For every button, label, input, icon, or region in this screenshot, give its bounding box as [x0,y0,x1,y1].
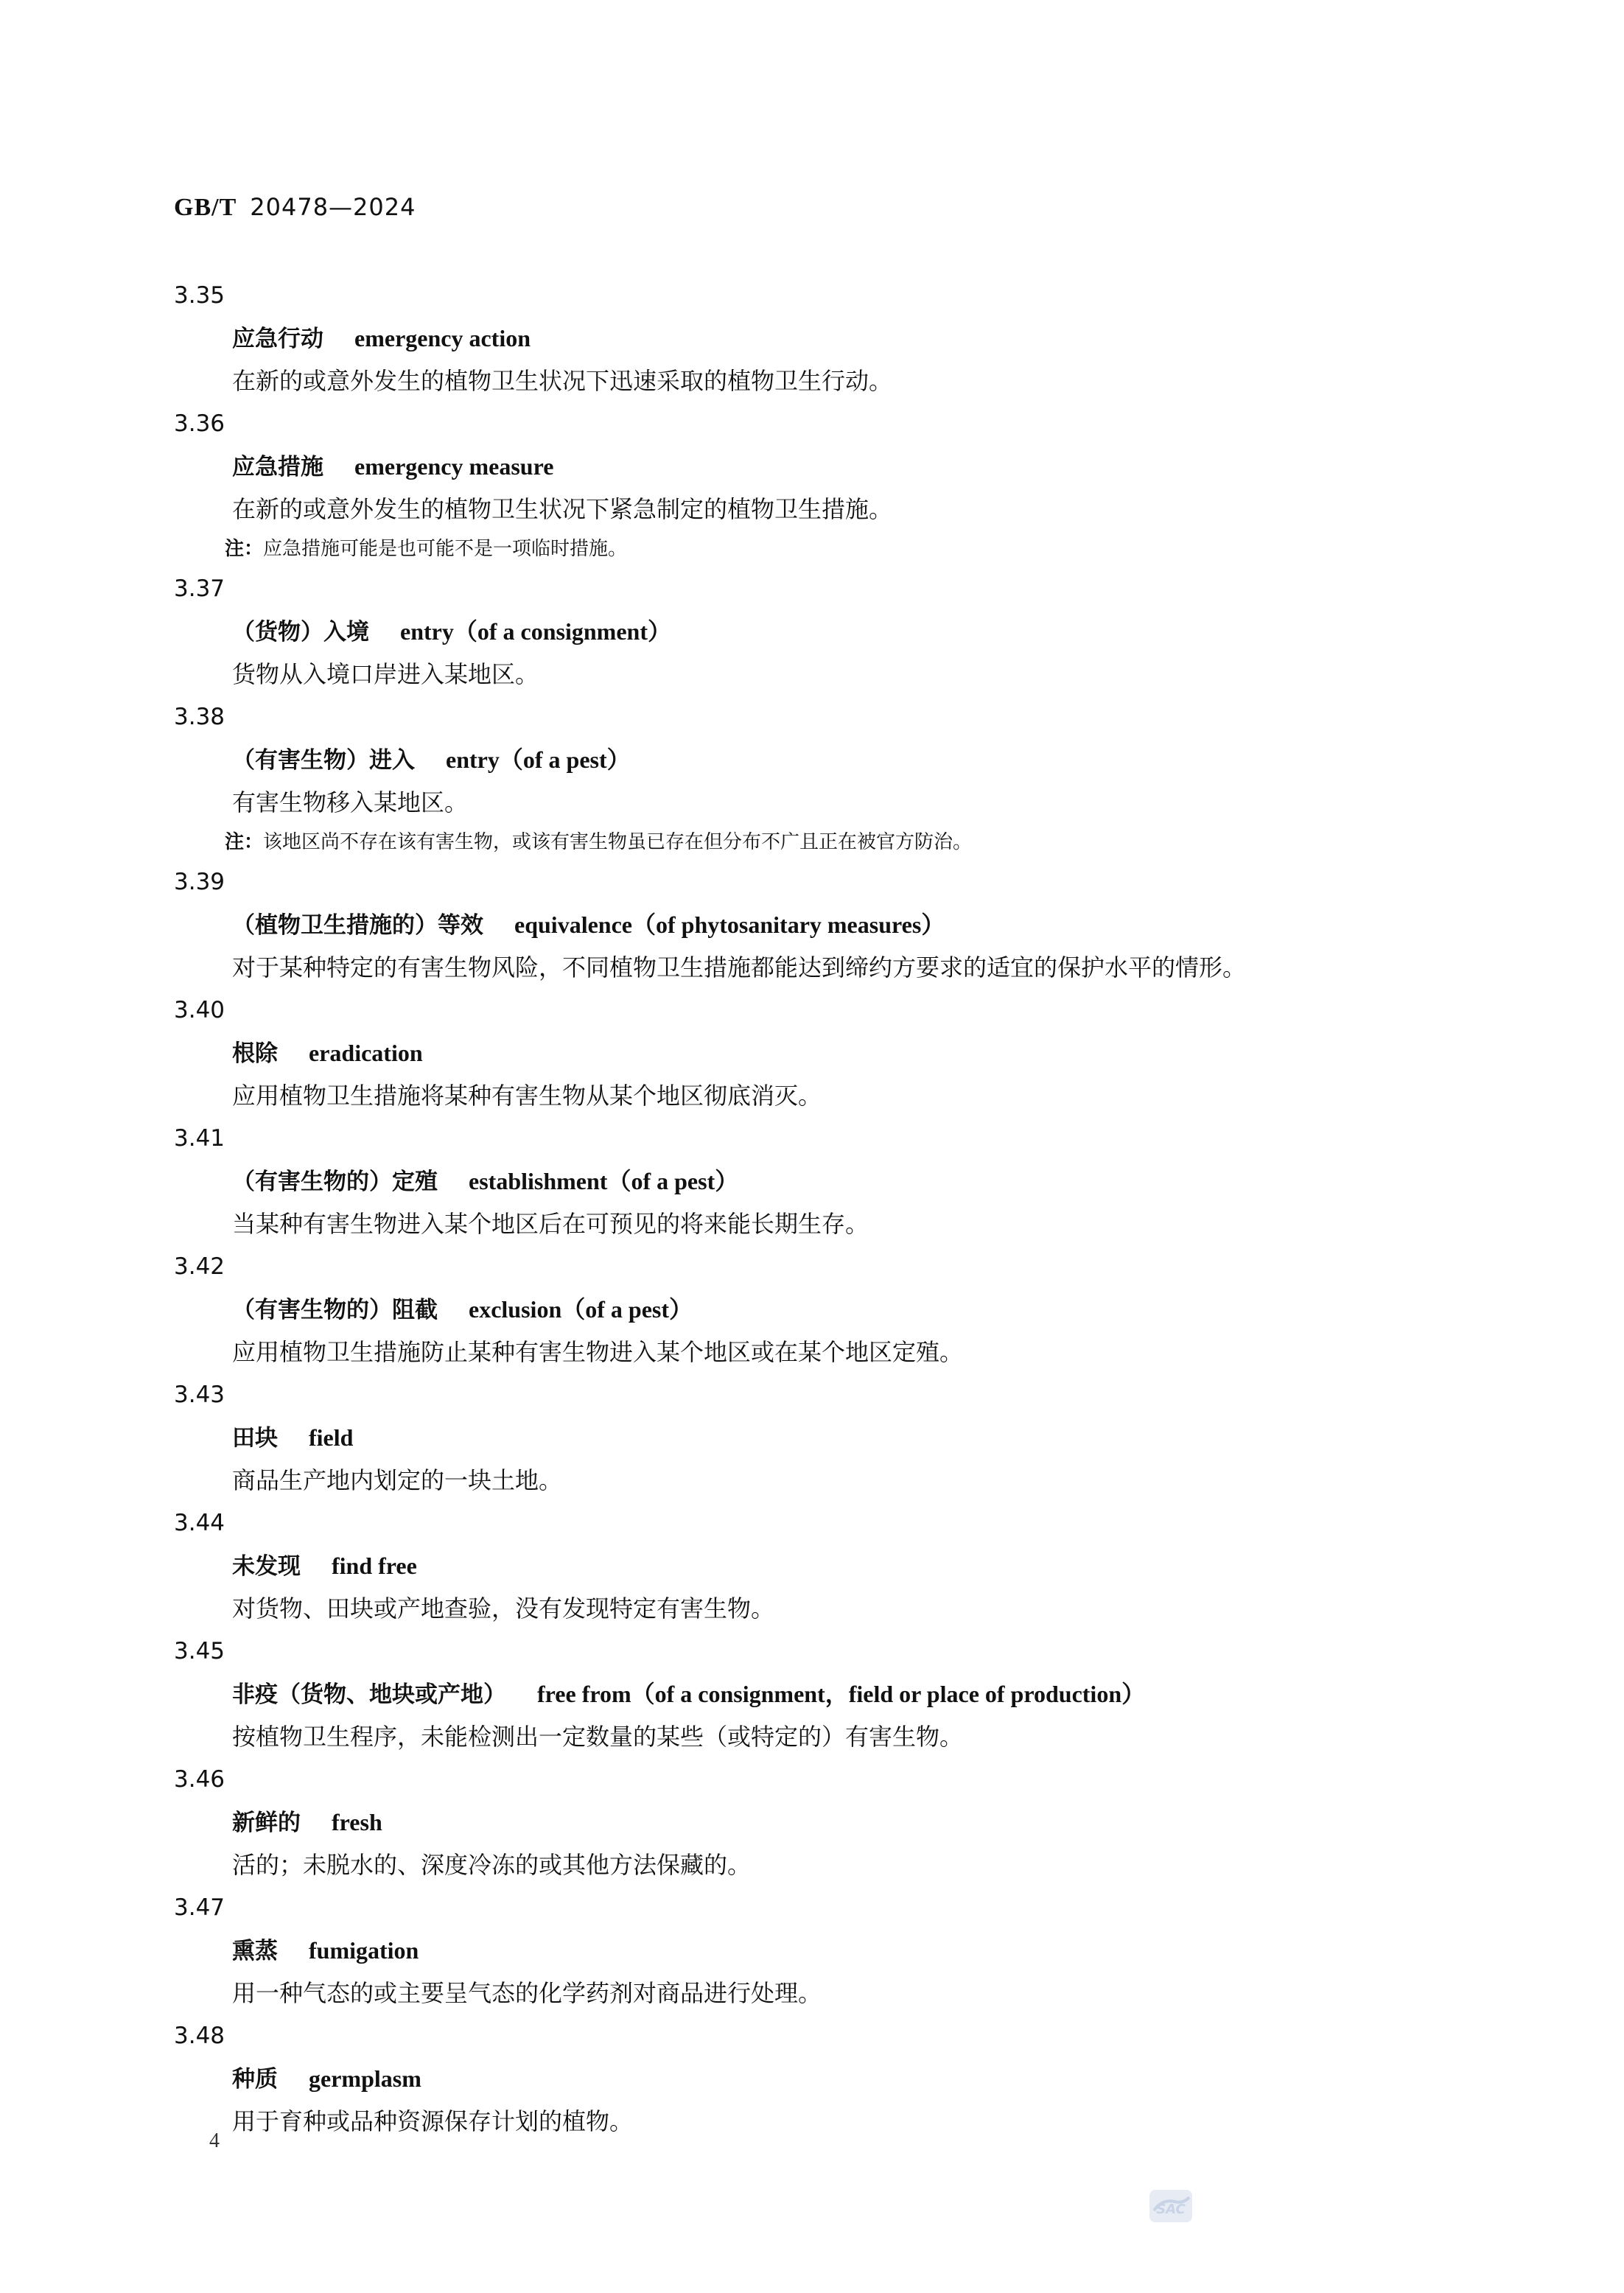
term-entry-3-35 [0,274,1624,402]
term-definition: 在新的或意外发生的植物卫生状况下迅速采取的植物卫生行动。 [232,367,893,395]
term-definition: 商品生产地内划定的一块土地。 [232,1466,563,1494]
sac-logo-text: SAC [1156,2202,1186,2217]
term-chinese: 根除 [232,1040,278,1067]
sac-logo-graphic [1148,2185,1194,2227]
term-chinese: 非疫（货物、地块或产地） [232,1681,506,1708]
term-chinese: （货物）入境 [232,619,369,645]
term-title [0,738,1624,781]
term-number: 3.36 [174,410,225,437]
term-english: emergency measure [354,453,554,480]
term-number: 3.47 [174,1894,225,1921]
term-definition: 活的；未脱水的、深度冷冻的或其他方法保藏的。 [232,1851,752,1879]
term-chinese: 应急行动 [232,326,323,352]
term-number: 3.35 [174,282,225,309]
term-chinese: （有害生物的）定殖 [232,1169,438,1195]
term-number: 3.41 [174,1125,225,1152]
term-definition: 在新的或意外发生的植物卫生状况下紧急制定的植物卫生措施。 [232,495,893,523]
term-definition: 对货物、田块或产地查验，没有发现特定有害生物。 [232,1594,775,1622]
term-entry-3-37 [0,567,1624,696]
term-definition: 用一种气态的或主要呈气态的化学药剂对商品进行处理。 [232,1979,822,2007]
term-english: fresh [332,1809,382,1835]
term-entry-3-44 [0,1502,1624,1630]
page-number: 4 [209,2129,220,2152]
term-chinese: 未发现 [232,1553,301,1580]
term-number: 3.40 [174,997,225,1023]
term-chinese: 熏蒸 [232,1938,278,1964]
term-chinese: （有害生物）进入 [232,747,415,774]
term-note [0,824,1624,861]
term-chinese: 应急措施 [232,454,323,480]
term-definition: 对于某种特定的有害生物风险，不同植物卫生措施都能达到缔约方要求的适宜的保护水平的情形。 [232,953,1247,981]
sac-logo-icon [1148,2185,1194,2227]
term-entry-3-43 [0,1373,1624,1502]
term-chinese: 新鲜的 [232,1810,301,1836]
term-title [0,1801,1624,1844]
term-entry-3-42 [0,1245,1624,1373]
term-definition: 货物从入境口岸进入某地区。 [232,660,539,688]
term-chinese: 种质 [232,2066,278,2093]
term-note [0,531,1624,567]
term-english: eradication [309,1040,423,1066]
term-title [0,1032,1624,1074]
term-number: 3.46 [174,1766,225,1793]
note-label: 注： [225,831,264,853]
term-entry-3-48 [0,2014,1624,2143]
term-title [0,2057,1624,2100]
standard-code: GB/T [174,194,237,221]
term-list [0,274,1624,2143]
term-entry-3-39 [0,861,1624,989]
term-title [0,903,1624,946]
term-number: 3.48 [174,2023,225,2049]
term-entry-3-45 [0,1630,1624,1758]
term-number: 3.39 [174,869,225,895]
term-title [0,317,1624,360]
term-english: emergency action [354,325,531,351]
term-entry-3-36 [0,402,1624,567]
term-english: germplasm [309,2065,421,2092]
term-english: entry（of a consignment） [400,618,671,645]
standard-number: 20478—2024 [250,193,416,221]
term-number: 3.42 [174,1253,225,1280]
term-english: exclusion（of a pest） [469,1296,693,1323]
term-chinese: （有害生物的）阻截 [232,1297,438,1323]
term-title [0,1416,1624,1459]
term-english: entry（of a pest） [446,746,631,773]
term-number: 3.37 [174,575,225,602]
term-english: field [309,1424,354,1451]
term-entry-3-41 [0,1117,1624,1245]
term-number: 3.38 [174,704,225,730]
term-title [0,445,1624,488]
term-title [0,1673,1624,1715]
term-definition: 按植物卫生程序，未能检测出一定数量的某些（或特定的）有害生物。 [232,1723,964,1751]
term-english: equivalence（of phytosanitary measures） [514,911,945,938]
term-definition: 应用植物卫生措施将某种有害生物从某个地区彻底消灭。 [232,1082,822,1110]
term-entry-3-47 [0,1886,1624,2014]
term-english: fumigation [309,1937,419,1964]
term-number: 3.45 [174,1638,225,1664]
term-definition: 用于育种或品种资源保存计划的植物。 [232,2107,634,2135]
standard-header [174,193,416,222]
term-entry-3-38 [0,696,1624,861]
term-english: free from（of a consignment，field or place of production） [537,1681,1146,1707]
term-title [0,1929,1624,1972]
term-english: establishment（of a pest） [469,1168,739,1194]
term-english: find free [332,1552,417,1579]
term-definition: 有害生物移入某地区。 [232,788,469,816]
term-definition: 应用植物卫生措施防止某种有害生物进入某个地区或在某个地区定殖。 [232,1338,964,1366]
term-chinese: 田块 [232,1425,278,1452]
term-title [0,610,1624,653]
term-title [0,1160,1624,1202]
term-title [0,1288,1624,1331]
note-text: 该地区尚不存在该有害生物，或该有害生物虽已存在但分布不广且正在被官方防治。 [263,831,973,853]
term-entry-3-46 [0,1758,1624,1886]
term-definition: 当某种有害生物进入某个地区后在可预见的将来能长期生存。 [232,1210,869,1238]
term-number: 3.43 [174,1382,225,1408]
term-title [0,1544,1624,1587]
term-chinese: （植物卫生措施的）等效 [232,912,483,939]
term-number: 3.44 [174,1510,225,1536]
note-label: 注： [225,538,264,560]
note-text: 应急措施可能是也可能不是一项临时措施。 [263,538,628,560]
term-entry-3-40 [0,989,1624,1117]
